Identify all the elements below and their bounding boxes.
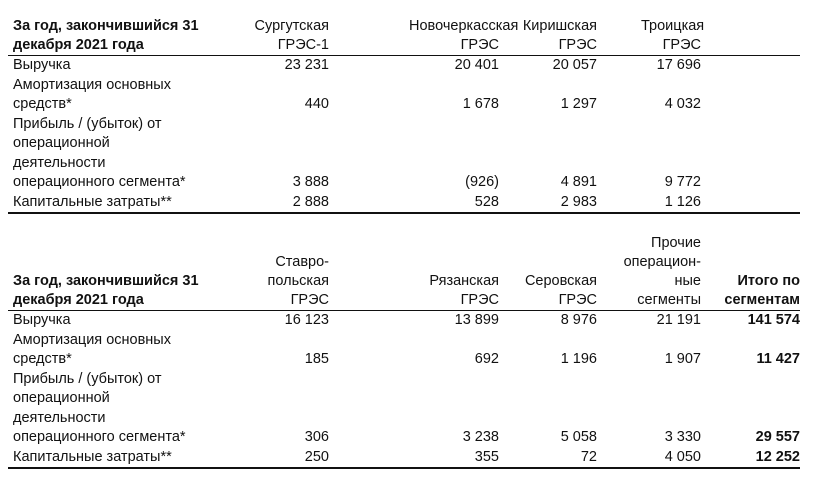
cell-value: 16 123 bbox=[284, 312, 329, 328]
header-novocherkassk: Новочеркасская ГРЭС bbox=[409, 18, 519, 53]
cell-value: 3 330 bbox=[664, 429, 701, 445]
cell-total: 11 427 bbox=[756, 351, 800, 367]
cell-value: 185 bbox=[304, 351, 329, 367]
header-serov: Серовская ГРЭС bbox=[524, 273, 597, 308]
row-label: Капитальные затраты** bbox=[13, 448, 172, 465]
table-row bbox=[8, 370, 800, 448]
cell-value: 8 976 bbox=[560, 312, 597, 328]
cell-value: 2 983 bbox=[560, 193, 597, 210]
header-surgut: Сургутская ГРЭС-1 bbox=[254, 18, 329, 53]
cell-total: 12 252 bbox=[755, 448, 800, 465]
segment-table-2 bbox=[8, 232, 800, 469]
cell-value: 21 191 bbox=[656, 312, 701, 328]
cell-value: 528 bbox=[474, 193, 499, 210]
table-row bbox=[8, 56, 800, 76]
header-troitsk: Троицкая ГРЭС bbox=[641, 18, 705, 53]
cell-value: 23 231 bbox=[284, 57, 329, 73]
cell-value: 1 678 bbox=[462, 96, 499, 112]
table-header-row bbox=[8, 232, 800, 311]
row-label: Выручка bbox=[13, 312, 71, 328]
cell-value: 1 907 bbox=[664, 351, 701, 367]
table-row bbox=[8, 115, 800, 193]
row-label: Амортизация основных средств* bbox=[13, 76, 171, 112]
segment-table-1 bbox=[8, 16, 800, 214]
header-ryazan: Рязанская ГРЭС bbox=[429, 273, 499, 308]
cell-value: 1 126 bbox=[664, 193, 701, 210]
header-period-text: За год, закончившийся 31 декабря 2021 года bbox=[13, 18, 199, 53]
header-other-segments: Прочие операцион-ные сегменты bbox=[623, 235, 701, 308]
cell-value: 13 899 bbox=[454, 312, 499, 328]
row-label: Прибыль / (убыток) от операционной деятельности операционного сегмента* bbox=[13, 370, 186, 445]
row-label: Капитальные затраты** bbox=[13, 193, 172, 210]
header-kirishi: Киришская ГРЭС bbox=[522, 18, 597, 53]
row-label: Амортизация основных средств* bbox=[13, 331, 171, 367]
cell-value: 306 bbox=[304, 429, 329, 445]
header-stavropol: Ставро-польская ГРЭС bbox=[267, 254, 329, 308]
cell-value: 1 297 bbox=[560, 96, 597, 112]
cell-value: 2 888 bbox=[292, 193, 329, 210]
table-row bbox=[8, 76, 800, 115]
row-label: Выручка bbox=[13, 57, 71, 73]
header-total: Итого по сегментам bbox=[724, 273, 800, 308]
cell-value: 692 bbox=[474, 351, 499, 367]
table-row bbox=[8, 193, 800, 215]
cell-total: 141 574 bbox=[747, 312, 800, 328]
row-label: Прибыль / (убыток) от операционной деятельности операционного сегмента* bbox=[13, 115, 186, 190]
table-row bbox=[8, 331, 800, 370]
table-row bbox=[8, 448, 800, 470]
cell-value: 5 058 bbox=[560, 429, 597, 445]
table-header-row bbox=[8, 16, 800, 56]
cell-value: 3 888 bbox=[292, 174, 329, 190]
cell-value: 17 696 bbox=[656, 57, 701, 73]
cell-value: 1 196 bbox=[560, 351, 597, 367]
cell-total: 29 557 bbox=[755, 429, 800, 445]
header-period-label bbox=[8, 17, 230, 55]
cell-value: 4 050 bbox=[664, 448, 701, 465]
cell-value: 72 bbox=[580, 448, 597, 465]
table-row bbox=[8, 311, 800, 331]
cell-value: 250 bbox=[304, 448, 329, 465]
cell-value: (926) bbox=[465, 174, 499, 190]
cell-value: 20 057 bbox=[552, 57, 597, 73]
cell-value: 4 891 bbox=[560, 174, 597, 190]
header-period-label: За год, закончившийся 31 декабря 2021 года bbox=[13, 273, 199, 308]
cell-value: 9 772 bbox=[664, 174, 701, 190]
cell-value: 20 401 bbox=[454, 57, 499, 73]
cell-value: 440 bbox=[304, 96, 329, 112]
cell-value: 3 238 bbox=[462, 429, 499, 445]
cell-value: 4 032 bbox=[664, 96, 701, 112]
cell-value: 355 bbox=[474, 448, 499, 465]
